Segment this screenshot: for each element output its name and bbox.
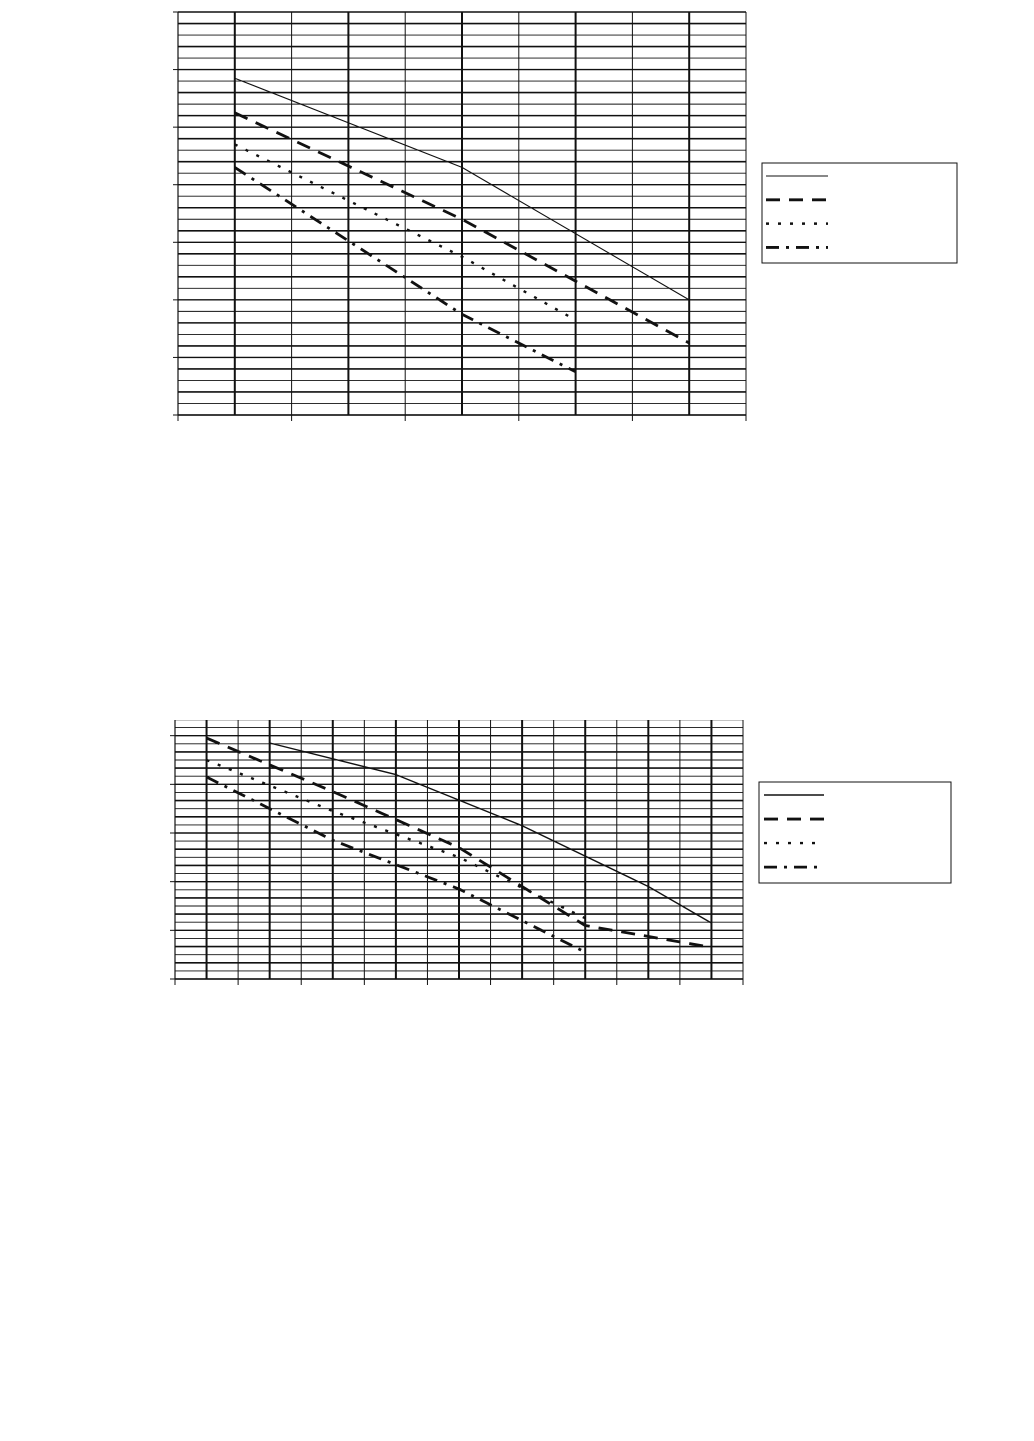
chart-1 <box>0 0 1034 720</box>
legend <box>762 163 957 263</box>
legend <box>759 782 951 883</box>
legend-box <box>762 163 957 263</box>
axes <box>173 12 746 421</box>
grid <box>175 720 743 979</box>
legend-box <box>759 782 951 883</box>
chart-2 <box>0 720 1034 1441</box>
grid <box>178 12 746 415</box>
